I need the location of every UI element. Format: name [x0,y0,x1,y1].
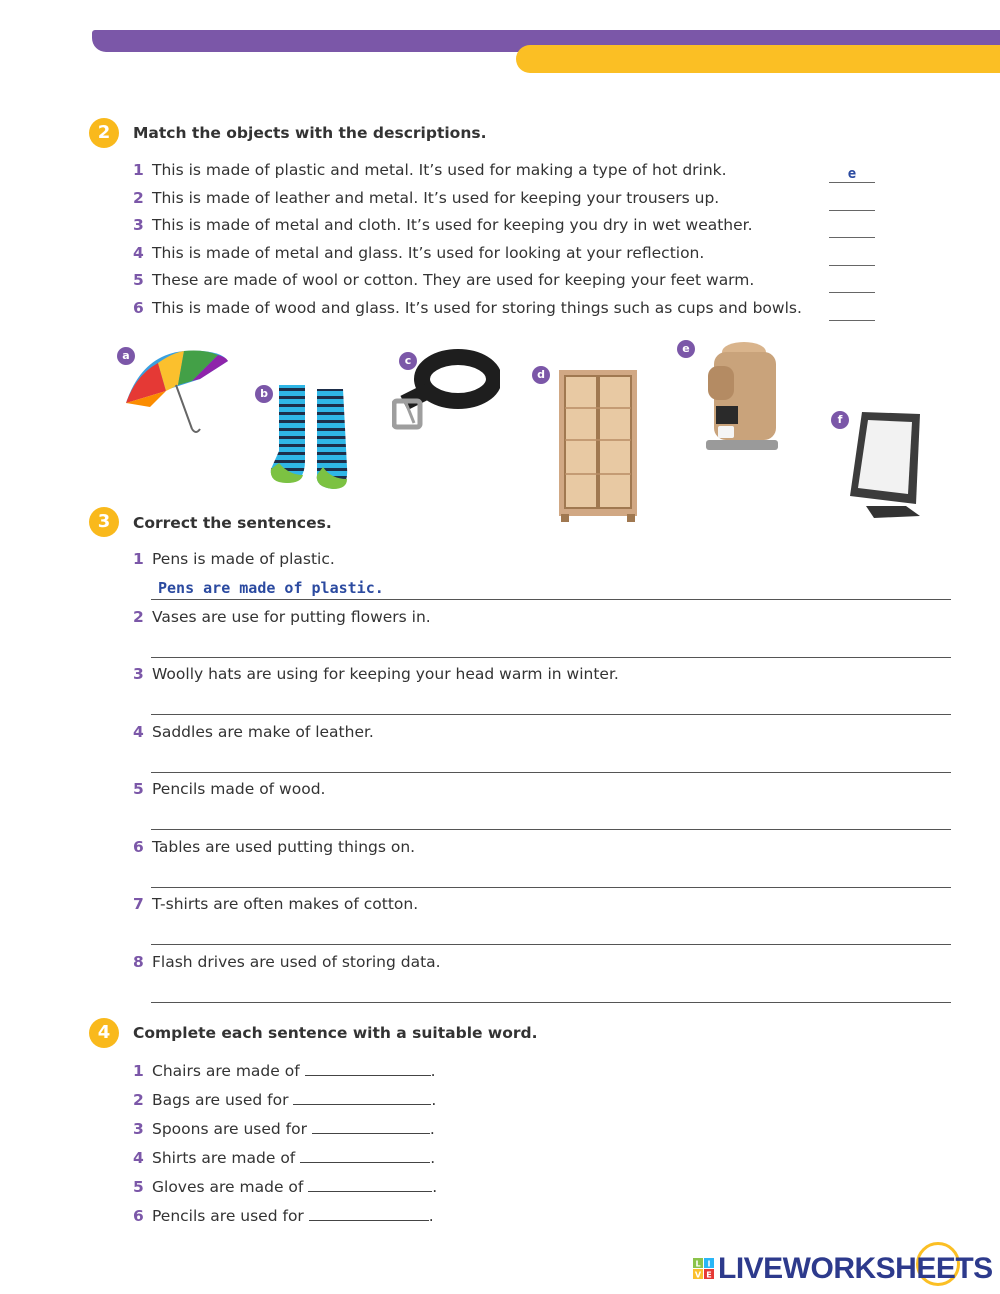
item-text: Vases are use for putting flowers in. [152,608,431,626]
completion-item [133,1148,435,1167]
badge-letter: I [707,1259,711,1269]
item-number: 2 [133,1091,144,1109]
item-number: 5 [133,780,144,798]
end-punctuation: . [429,1120,435,1138]
item-text: Tables are used putting things on. [152,838,416,856]
blank-input[interactable] [293,1090,431,1105]
blank-input[interactable] [312,1119,430,1134]
item-text: Saddles are make of leather. [152,723,374,741]
item-number: 1 [133,550,144,568]
answer-line[interactable] [151,714,951,715]
item-text: Bags are used for [152,1091,289,1109]
picture-label-a: a [117,347,135,365]
mirror-icon [846,408,924,522]
badge-letter: E [706,1270,712,1280]
correction-item [133,608,431,626]
match-answer-field[interactable] [829,194,875,211]
match-answer-field[interactable]: e [829,166,875,183]
answer-line[interactable] [151,944,951,945]
answer-line[interactable] [151,772,951,773]
answer-line[interactable] [151,829,951,830]
correction-item [133,665,619,683]
picture-label-c: c [399,352,417,370]
item-text: This is made of metal and cloth. It’s used for keeping you dry in wet weather. [152,216,753,234]
item-text: This is made of wood and glass. It’s used for storing things such as cups and bowls. [152,299,802,317]
answer-line[interactable] [151,657,951,658]
item-number: 3 [133,1120,144,1138]
correction-item [133,838,415,856]
section-4-title: Complete each sentence with a suitable word. [133,1024,538,1042]
item-number: 5 [133,1178,144,1196]
socks-icon [265,383,367,491]
correction-item [133,723,374,741]
item-number: 2 [133,189,144,207]
blank-input[interactable] [309,1206,429,1221]
picture-label-f: f [831,411,849,429]
end-punctuation: . [432,1178,438,1196]
blank-input[interactable] [308,1177,432,1192]
end-punctuation: . [431,1091,437,1109]
item-text: Spoons are used for [152,1120,307,1138]
correction-item [133,780,325,798]
match-answer-field[interactable] [829,304,875,321]
end-punctuation: . [430,1062,436,1080]
item-text: Pencils made of wood. [152,780,326,798]
item-text: Flash drives are used of storing data. [152,953,441,971]
correction-item [133,953,441,971]
section-2-number: 2 [89,118,119,148]
belt-icon [392,345,500,433]
completion-item [133,1061,436,1080]
item-text: These are made of wool or cotton. They are used for keeping your feet warm. [152,271,755,289]
item-text: This is made of plastic and metal. It’s used for making a type of hot drink. [152,161,727,179]
item-text: Pencils are used for [152,1207,304,1225]
item-text: Woolly hats are using for keeping your head warm in winter. [152,665,619,683]
item-number: 3 [133,665,144,683]
picture-label-b: b [255,385,273,403]
item-number: 4 [133,244,144,262]
correction-item [133,895,418,913]
picture-label-e: e [677,340,695,358]
item-text: Pens is made of plastic. [152,550,335,568]
picture-label-d: d [532,366,550,384]
header-band-yellow [516,45,1000,73]
section-3-number: 3 [89,507,119,537]
section-2-title: Match the objects with the descriptions. [133,124,487,142]
end-punctuation: . [428,1207,434,1225]
item-text: Chairs are made of [152,1062,300,1080]
example-answer: Pens are made of plastic. [158,579,384,597]
item-number: 1 [133,161,144,179]
correction-item [133,550,335,568]
end-punctuation: . [430,1149,436,1167]
match-item [133,161,727,179]
item-text: This is made of leather and metal. It’s used for keeping your trousers up. [152,189,720,207]
item-text: This is made of metal and glass. It’s used for looking at your reflection. [152,244,705,262]
answer-line[interactable] [151,887,951,888]
match-answer-field[interactable] [829,221,875,238]
item-text: T-shirts are often makes of cotton. [152,895,419,913]
completion-item [133,1177,437,1196]
item-number: 6 [133,838,144,856]
match-answer-field[interactable] [829,276,875,293]
blank-input[interactable] [300,1148,430,1163]
match-item [133,271,754,289]
match-item [133,244,704,262]
umbrella-icon [122,345,230,437]
answer-line[interactable] [151,1002,951,1003]
answer-line[interactable] [151,599,951,600]
match-item [133,299,802,317]
cabinet-icon [557,368,639,524]
blank-input[interactable] [305,1061,431,1076]
item-number: 4 [133,1149,144,1167]
item-number: 4 [133,723,144,741]
item-text: Shirts are made of [152,1149,296,1167]
coffee-machine-icon [700,338,782,454]
completion-item [133,1206,434,1225]
item-number: 6 [133,1207,144,1225]
item-text: Gloves are made of [152,1178,304,1196]
section-3-title: Correct the sentences. [133,514,332,532]
item-number: 7 [133,895,144,913]
completion-item [133,1119,435,1138]
item-number: 6 [133,299,144,317]
badge-letter: L [695,1259,701,1269]
match-item [133,189,719,207]
completion-item [133,1090,436,1109]
item-number: 5 [133,271,144,289]
badge-letter: V [694,1270,702,1280]
liveworksheets-logo: LIVEWORKSHEETS [718,1252,993,1285]
item-number: 3 [133,216,144,234]
match-answer-field[interactable] [829,249,875,266]
item-number: 8 [133,953,144,971]
section-4-number: 4 [89,1018,119,1048]
item-number: 1 [133,1062,144,1080]
liveworksheets-badge-icon [693,1258,715,1280]
match-item [133,216,753,234]
item-number: 2 [133,608,144,626]
